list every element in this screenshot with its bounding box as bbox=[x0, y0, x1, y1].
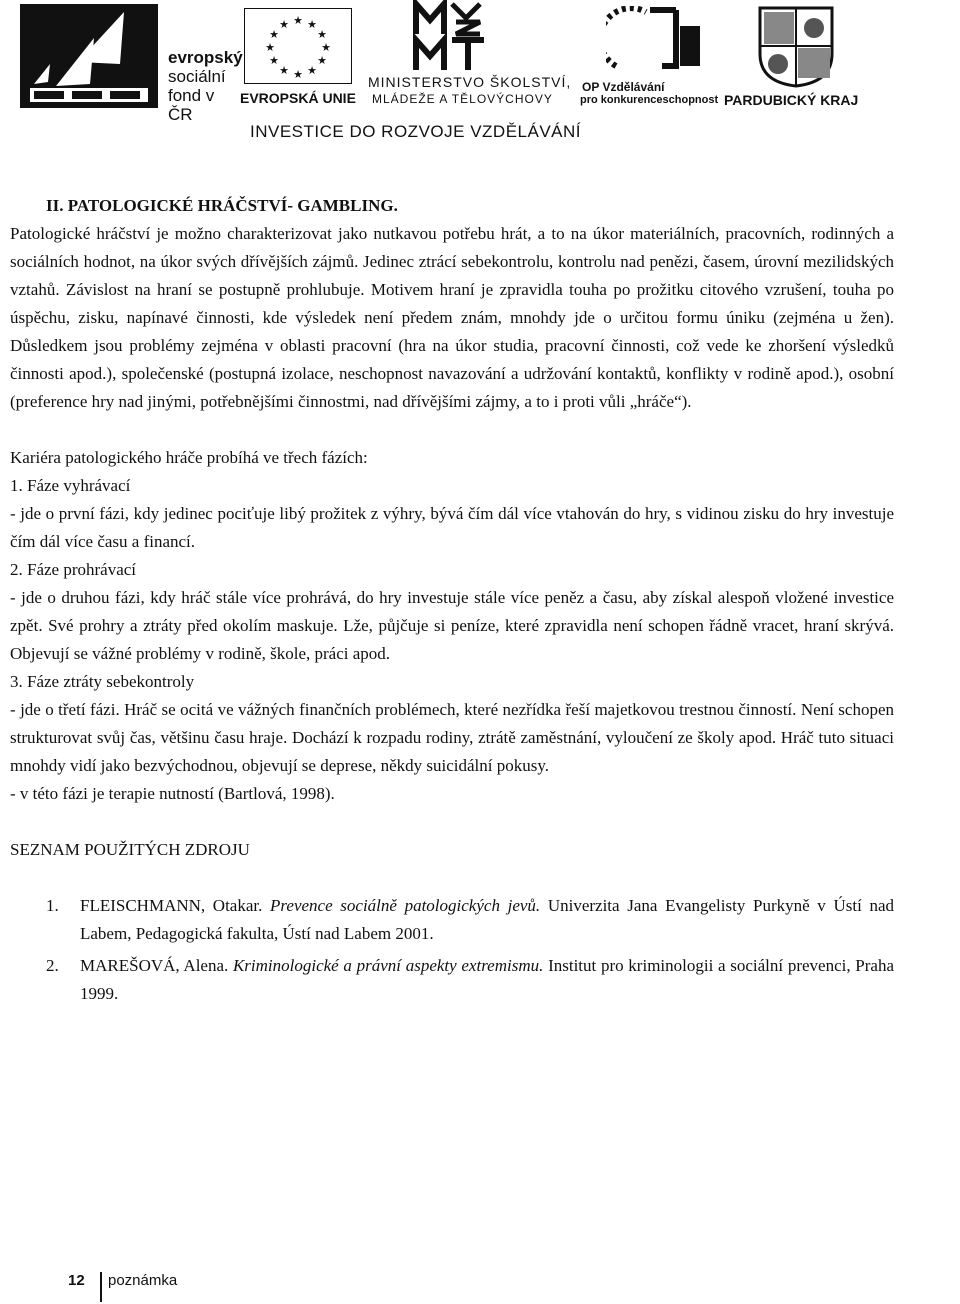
esf-mark bbox=[20, 4, 158, 108]
eu-label: EVROPSKÁ UNIE bbox=[240, 90, 356, 106]
kraj-label: PARDUBICKÝ KRAJ bbox=[724, 92, 859, 108]
phase-3-text: - jde o třetí fázi. Hráč se ocitá ve vážných finančních problémech, které nezřídka řeší majetkovou trestnou činností. Není schopen strukturovat svůj čas, většinu času hraje. Dochází k rozpadu rodiny, ztrátě zaměstnání, vyloučení ze školy apod. Hráč tuto situaci mnohdy vidí jako bezvýchodnou, objevují se deprese, někdy suicidální pokusy. bbox=[10, 700, 894, 775]
phase-3-note: - v této fázi je terapie nutností (Bartlová, 1998). bbox=[10, 784, 335, 803]
esf-line-2: sociální bbox=[168, 67, 226, 86]
reference-list bbox=[10, 892, 894, 1008]
phase-3-title: 3. Fáze ztráty sebekontroly bbox=[10, 672, 195, 691]
svg-text:★: ★ bbox=[307, 18, 317, 31]
reference-publisher: Univerzita Jana Evangelisty Purkyně v Ústí nad Labem, Pedagogická fakulta, Ústí nad Labem 2001. bbox=[80, 896, 894, 943]
svg-text:★: ★ bbox=[293, 14, 303, 27]
reference-number: 1. bbox=[46, 896, 59, 915]
sources-title: SEZNAM POUŽITÝCH ZDROJU bbox=[10, 840, 250, 859]
reference-title: Kriminologické a právní aspekty extremismu. bbox=[232, 956, 544, 975]
intro-paragraph: Patologické hráčství je možno charakterizovat jako nutkavou potřebu hrát, a to na úkor materiálních, pracovních, rodinných a sociálních hodnot, na úkor svých dřívějších zájmů. Jedinec ztrácí sebekontrolu, kontrolu nad penězi, časem, úrovní mezilidských vztahů. Závislost na hraní se postupně prohlubuje. Motivem hraní je zpravidla touha po prožitku citového vzrušení, touha po úspěchu, zisku, napínavé činnosti, kde výsledek není předem znám, mnohdy jde o určitou formu úniku (zejména u žen). Důsledkem jsou problémy zejména v oblasti pracovní (hra na úkor studia, pracovní činnosti, což vede ke zhoršení výsledků činnosti apod.), společenské (postupná izolace, neschopnost navazování a udržování kontaktů, konflikty v rodině apod.), osobní (preference hry nad jinými, potřebnějšími činnostmi, nad dřívějšími zájmy, a to i proti vůli „hráče“). bbox=[10, 224, 894, 411]
esf-label bbox=[168, 48, 243, 124]
op-line-1: OP Vzdělávání bbox=[582, 80, 665, 94]
esf-logo bbox=[20, 4, 243, 124]
svg-text:★: ★ bbox=[265, 41, 275, 54]
phase-2-title: 2. Fáze prohrávací bbox=[10, 560, 137, 579]
op-arrow-icon bbox=[606, 6, 716, 76]
reference-author: MAREŠOVÁ, Alena. bbox=[80, 956, 229, 975]
svg-text:★: ★ bbox=[279, 18, 289, 31]
msmt-monogram-icon bbox=[412, 0, 522, 74]
msmt-line-2: MLÁDEŽE A TĚLOVÝCHOVY bbox=[372, 92, 553, 106]
footer-divider bbox=[100, 1272, 102, 1302]
footer-note: poznámka bbox=[108, 1272, 178, 1289]
svg-text:★: ★ bbox=[269, 28, 279, 41]
reference-publisher: Institut pro kriminologii a sociální prevenci, Praha 1999. bbox=[80, 956, 895, 1003]
phase-1-title: 1. Fáze vyhrávací bbox=[10, 476, 131, 495]
reference-item bbox=[10, 892, 894, 948]
msmt-mark-icon bbox=[412, 0, 522, 80]
eu-flag bbox=[244, 8, 352, 84]
esf-line-1: evropský bbox=[168, 48, 243, 67]
svg-text:★: ★ bbox=[317, 28, 327, 41]
svg-text:★: ★ bbox=[317, 54, 327, 67]
page-number: 12 bbox=[68, 1272, 85, 1289]
reference-item bbox=[10, 952, 894, 1008]
msmt-line-1: MINISTERSTVO ŠKOLSTVÍ, bbox=[368, 74, 572, 90]
phase-2-text: - jde o druhou fázi, kdy hráč stále více prohrává, do hry investuje stále více peněz a času, aby získal alespoň vložené investice zpět. Své prohry a ztráty před okolím maskuje. Lže, půjčuje si peníze, které zpravidla není schopen řádně vracet, hraní skrývá. Objevují se vážné problémy v rodině, škole, práci apod. bbox=[10, 588, 894, 663]
document-body bbox=[10, 192, 894, 1008]
svg-text:★: ★ bbox=[279, 64, 289, 77]
career-intro: Kariéra patologického hráče probíhá ve třech fázích: bbox=[10, 448, 368, 467]
esf-wordmark-icon bbox=[20, 4, 158, 108]
coat-of-arms-icon bbox=[756, 4, 836, 88]
pardubice-logo bbox=[720, 4, 880, 108]
svg-text:★: ★ bbox=[293, 68, 303, 81]
op-line-2: pro konkurenceschopnost bbox=[580, 94, 719, 106]
reference-author: FLEISCHMANN, Otakar. bbox=[80, 896, 263, 915]
phase-1-text: - jde o první fázi, kdy jedinec pociťuje libý prožitek z výhry, bývá čím dál více vtahován do hry, s vidinou zisku do hry investuje čím dál více času a financí. bbox=[10, 504, 894, 551]
esf-line-3: fond v ČR bbox=[168, 86, 215, 124]
section-heading: II. PATOLOGICKÉ HRÁČSTVÍ- GAMBLING. bbox=[46, 196, 398, 215]
svg-text:★: ★ bbox=[269, 54, 279, 67]
reference-title: Prevence sociálně patologických jevů. bbox=[270, 896, 541, 915]
svg-text:★: ★ bbox=[321, 41, 331, 54]
eu-logo bbox=[240, 4, 356, 108]
page-footer bbox=[56, 1272, 256, 1302]
eu-stars-icon bbox=[244, 8, 352, 84]
reference-number: 2. bbox=[46, 956, 59, 975]
op-logo bbox=[576, 6, 719, 110]
logo-header bbox=[0, 0, 960, 160]
tagline: INVESTICE DO ROZVOJE VZDĚLÁVÁNÍ bbox=[250, 122, 582, 141]
msmt-logo bbox=[368, 0, 578, 108]
svg-text:★: ★ bbox=[307, 64, 317, 77]
